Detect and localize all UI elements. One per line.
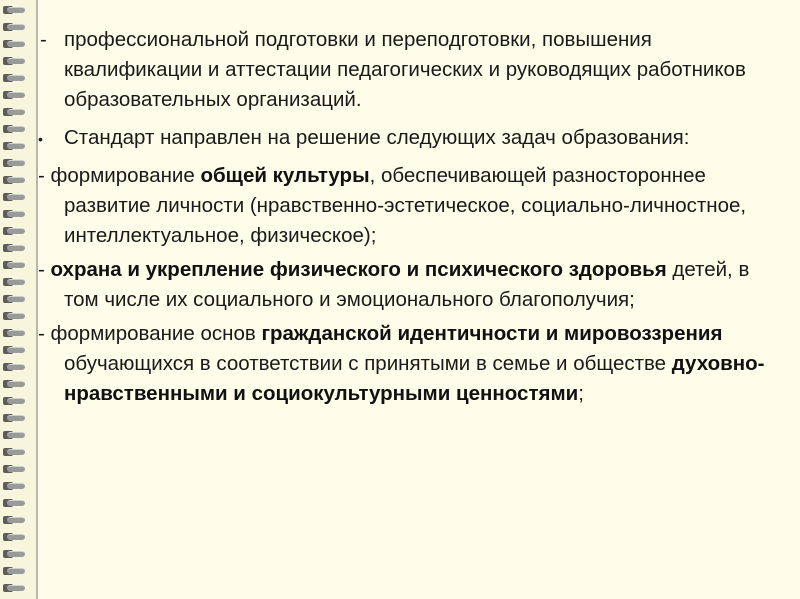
slide-content	[38, 25, 782, 409]
binding-ring-icon	[3, 344, 25, 356]
list-item-civic-identity	[38, 319, 782, 409]
binding-ring-icon	[3, 174, 25, 186]
item-bold-text: охрана и укрепление физического и психического здоровья	[50, 258, 667, 281]
binding-ring-icon	[3, 327, 25, 339]
binding-ring-icon	[3, 378, 25, 390]
dash-marker: -	[38, 322, 51, 345]
binding-ring-icon	[3, 548, 25, 560]
item-bold-text: гражданской идентичности и мировоззрения	[261, 322, 723, 345]
binding-ring-icon	[3, 157, 25, 169]
item-bold-text: духовно-нравственными и социокультурными ценностями	[64, 352, 765, 405]
paragraph-text: Стандарт направлен на решение следующих задач образования:	[64, 126, 690, 149]
bullet-icon: •	[38, 131, 43, 147]
binding-ring-icon	[3, 191, 25, 203]
item-text: формирование основ	[50, 322, 262, 345]
binding-ring-icon	[3, 208, 25, 220]
item-text: формирование	[50, 164, 201, 187]
binding-ring-icon	[3, 89, 25, 101]
binding-ring-icon	[3, 123, 25, 135]
binding-ring-icon	[3, 259, 25, 271]
binding-ring-icon	[3, 412, 25, 424]
binding-ring-icon	[3, 429, 25, 441]
paragraph-standard-goal	[38, 123, 782, 153]
item-text: ;	[578, 382, 584, 405]
item-text: детей, в том числе их социального и эмоционального благополучия;	[64, 258, 750, 311]
list-item-health	[38, 255, 782, 315]
paragraph-text: профессиональной подготовки и переподготовки, повышения квалификации и аттестации педагогических и руководящих работников образовательных организаций.	[64, 28, 746, 111]
binding-ring-icon	[3, 140, 25, 152]
binding-ring-icon	[3, 72, 25, 84]
binding-ring-icon	[3, 293, 25, 305]
binding-ring-icon	[3, 276, 25, 288]
binding-ring-icon	[3, 310, 25, 322]
binding-ring-icon	[3, 514, 25, 526]
binding-ring-icon	[3, 21, 25, 33]
item-text: обучающихся в соответствии с принятыми в семье и обществе	[64, 352, 672, 375]
item-bold-text: общей культуры	[200, 164, 370, 187]
binding-ring-icon	[3, 395, 25, 407]
dash-marker: -	[38, 164, 51, 187]
dash-marker: -	[38, 258, 51, 281]
spiral-binding	[0, 0, 38, 599]
binding-ring-icon	[3, 480, 25, 492]
binding-ring-icon	[3, 55, 25, 67]
binding-ring-icon	[3, 242, 25, 254]
binding-ring-icon	[3, 38, 25, 50]
list-item-general-culture	[38, 161, 782, 251]
binding-ring-icon	[3, 531, 25, 543]
binding-ring-icon	[3, 497, 25, 509]
binding-ring-icon	[3, 225, 25, 237]
item-text: , обеспечивающей разностороннее развитие личности (нравственно-эстетическое, социально-личностное, интеллектуальное, физическое);	[64, 164, 747, 247]
binding-ring-icon	[3, 106, 25, 118]
binding-ring-icon	[3, 582, 25, 594]
paragraph-training	[38, 25, 782, 115]
dash-marker: -	[40, 28, 47, 51]
binding-ring-icon	[3, 463, 25, 475]
binding-ring-icon	[3, 4, 25, 16]
binding-ring-icon	[3, 361, 25, 373]
binding-ring-icon	[3, 446, 25, 458]
binding-ring-icon	[3, 565, 25, 577]
